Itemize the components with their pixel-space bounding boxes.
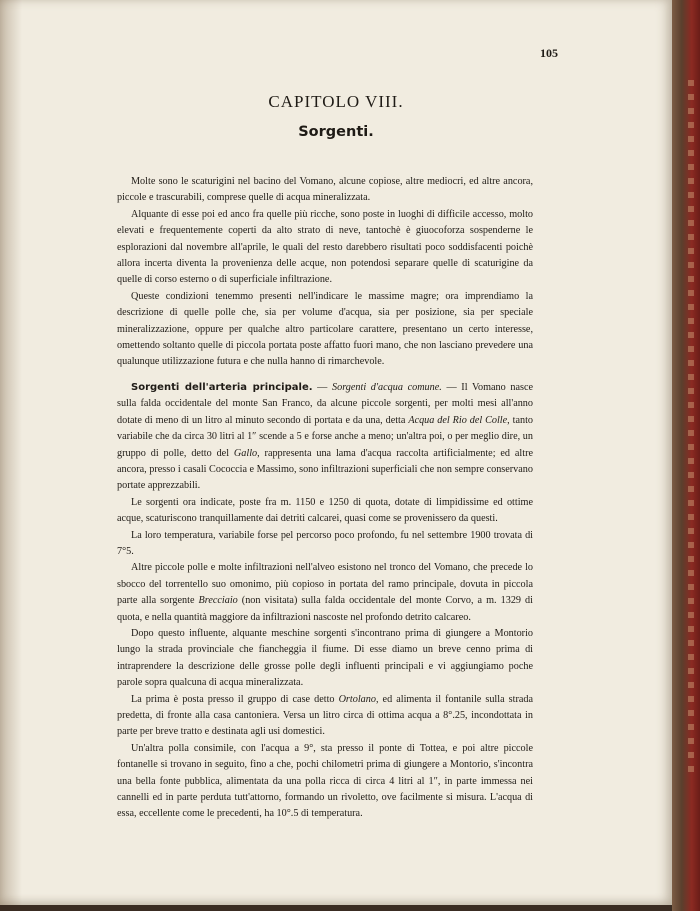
text-run: , ed alimenta il fontanile sulla strada predetta, di fronte alla casa cantoniera. Versa un litro circa di ottima acqua a 8°.25, incondottata in parte per breve tratto e destinata agli usi domestici.	[117, 693, 534, 738]
paragraph: Alquante di esse poi ed anco fra quelle più ricche, sono poste in luoghi di difficile accesso, molto elevati e frequentemente coperti da alto strato di neve, tantochè è giuocoforza sospenderne le esplorazioni dal novembre all'aprile, le quali del resto darebbero risultati poco soddisfacenti poichè allora incerta diventa la provenienza delle acque, non potendosi separare quelle di scaturigine da quelle di corso esterno o di superficiale infiltrazione.	[117, 208, 533, 286]
paragraph	[117, 692, 533, 741]
paragraph: Le sorgenti ora indicate, poste fra m. 1150 e 1250 di quota, dotate di limpidissime ed ottime acque, scaturiscono tranquillamente dai detriti calcarei, quasi come se provenissero da questi.	[117, 496, 533, 525]
book-binding	[672, 0, 700, 911]
text-run: La prima è posta presso il gruppo di case detto	[131, 693, 339, 705]
section-subheading: Sorgenti d'acqua comune.	[332, 381, 442, 393]
text-run: Altre piccole polle e molte infiltrazioni nell'alveo esistono nel tronco del Vomano, che precede lo sbocco del torrentello suo omonimo, più copioso in portata del ramo principale, dovuta in piccola parte alla sorgente	[117, 562, 533, 607]
dash: —	[312, 381, 332, 393]
paragraph: La loro temperatura, variabile forse pel percorso poco profondo, fu nel settembre 1900 trovata di 7°5.	[117, 529, 533, 557]
place-name: Ortolano	[338, 693, 376, 705]
dash: —	[441, 381, 462, 393]
section-heading: Sorgenti dell'arteria principale.	[131, 381, 313, 393]
paragraph: Un'altra polla consimile, con l'acqua a 9°, sta presso il ponte di Tottea, e poi altre piccole fontanelle si trovano in seguito, fino a che, pochi chilometri prima di giungere a Montorio, s'incontra una bella fonte pubblica, alimentata da una polla ricca di circa 4 litri al 1″, in parte immessa nei cannelli ed in parte perduta tutt'attorno, formando un rivoletto, ove facilmente si misura. L'acqua di essa, eccellente come le precedenti, ha 10°.5 di temperatura.	[117, 742, 533, 820]
section-paragraph	[117, 380, 533, 495]
chapter-title: Sorgenti.	[298, 124, 374, 140]
text-run: , rappresenta una lama d'acqua raccolta artificialmente; ed altre ancora, presso i casali Cococcia e Massimo, sono infiltrazioni superficiali che non sempre conservano portate apprezzabili.	[117, 447, 533, 492]
paragraph: Molte sono le scaturigini nel bacino del Vomano, alcune copiose, altre mediocri, ed altre ancora, piccole e trascurabili, comprese quelle di acqua mineralizzata.	[117, 176, 533, 204]
spring-name: Acqua del Rio del Colle	[408, 414, 508, 426]
paragraph	[117, 560, 533, 626]
chapter-heading: CAPITOLO VIII.	[268, 92, 404, 111]
spring-name: Gallo	[233, 447, 258, 459]
binding-spine-decoration	[688, 80, 694, 780]
page-number: 105	[540, 46, 558, 60]
spring-name: Brecciaio	[198, 595, 238, 607]
paragraph: Dopo questo influente, alquante meschine sorgenti s'incontrano prima di giungere a Montorio lungo la strada provinciale che fiancheggia il fiume. Di esse diamo un breve cenno prima di intraprendere la descrizione delle grosse polle degli influenti principali e vi aggiungiamo poche parole sopra qualcuna di acqua mineralizzata.	[117, 627, 533, 689]
text-run: Il Vomano nasce sulla falda occidentale del monte San Franco, da alcune piccole sorgenti, per molti mesi all'anno dotate di meno di un litro al minuto secondo di portata e da una, detta	[117, 381, 534, 426]
body-text	[117, 174, 533, 823]
paragraph: Queste condizioni tenemmo presenti nell'indicare le massime magre; ora imprendiamo la descrizione di quelle polle che, sia per volume d'acqua, sia per posizione, sia per speciale mineralizzazione, oppure per qualche altro particolare carattere, presentano un certo interesse, omettendo soltanto quelle di piccola portata poste affatto fuori mano, che non lasciano prevedere una qualunque utilizzazione futura e che nulla hanno di rimarchevole.	[117, 290, 533, 368]
text-run: , tanto variabile che da circa 30 litri al 1″ scende a 5 e forse anche a meno; un'altra poi, o per meglio dire, un gruppo di polle, detto del	[117, 414, 534, 459]
text-run: (non visitata) sulla falda occidentale del monte Corvo, a m. 1329 di quota, e nella quantità maggiore da infiltrazioni nascoste nel profondo detrito calcareo.	[117, 595, 533, 623]
